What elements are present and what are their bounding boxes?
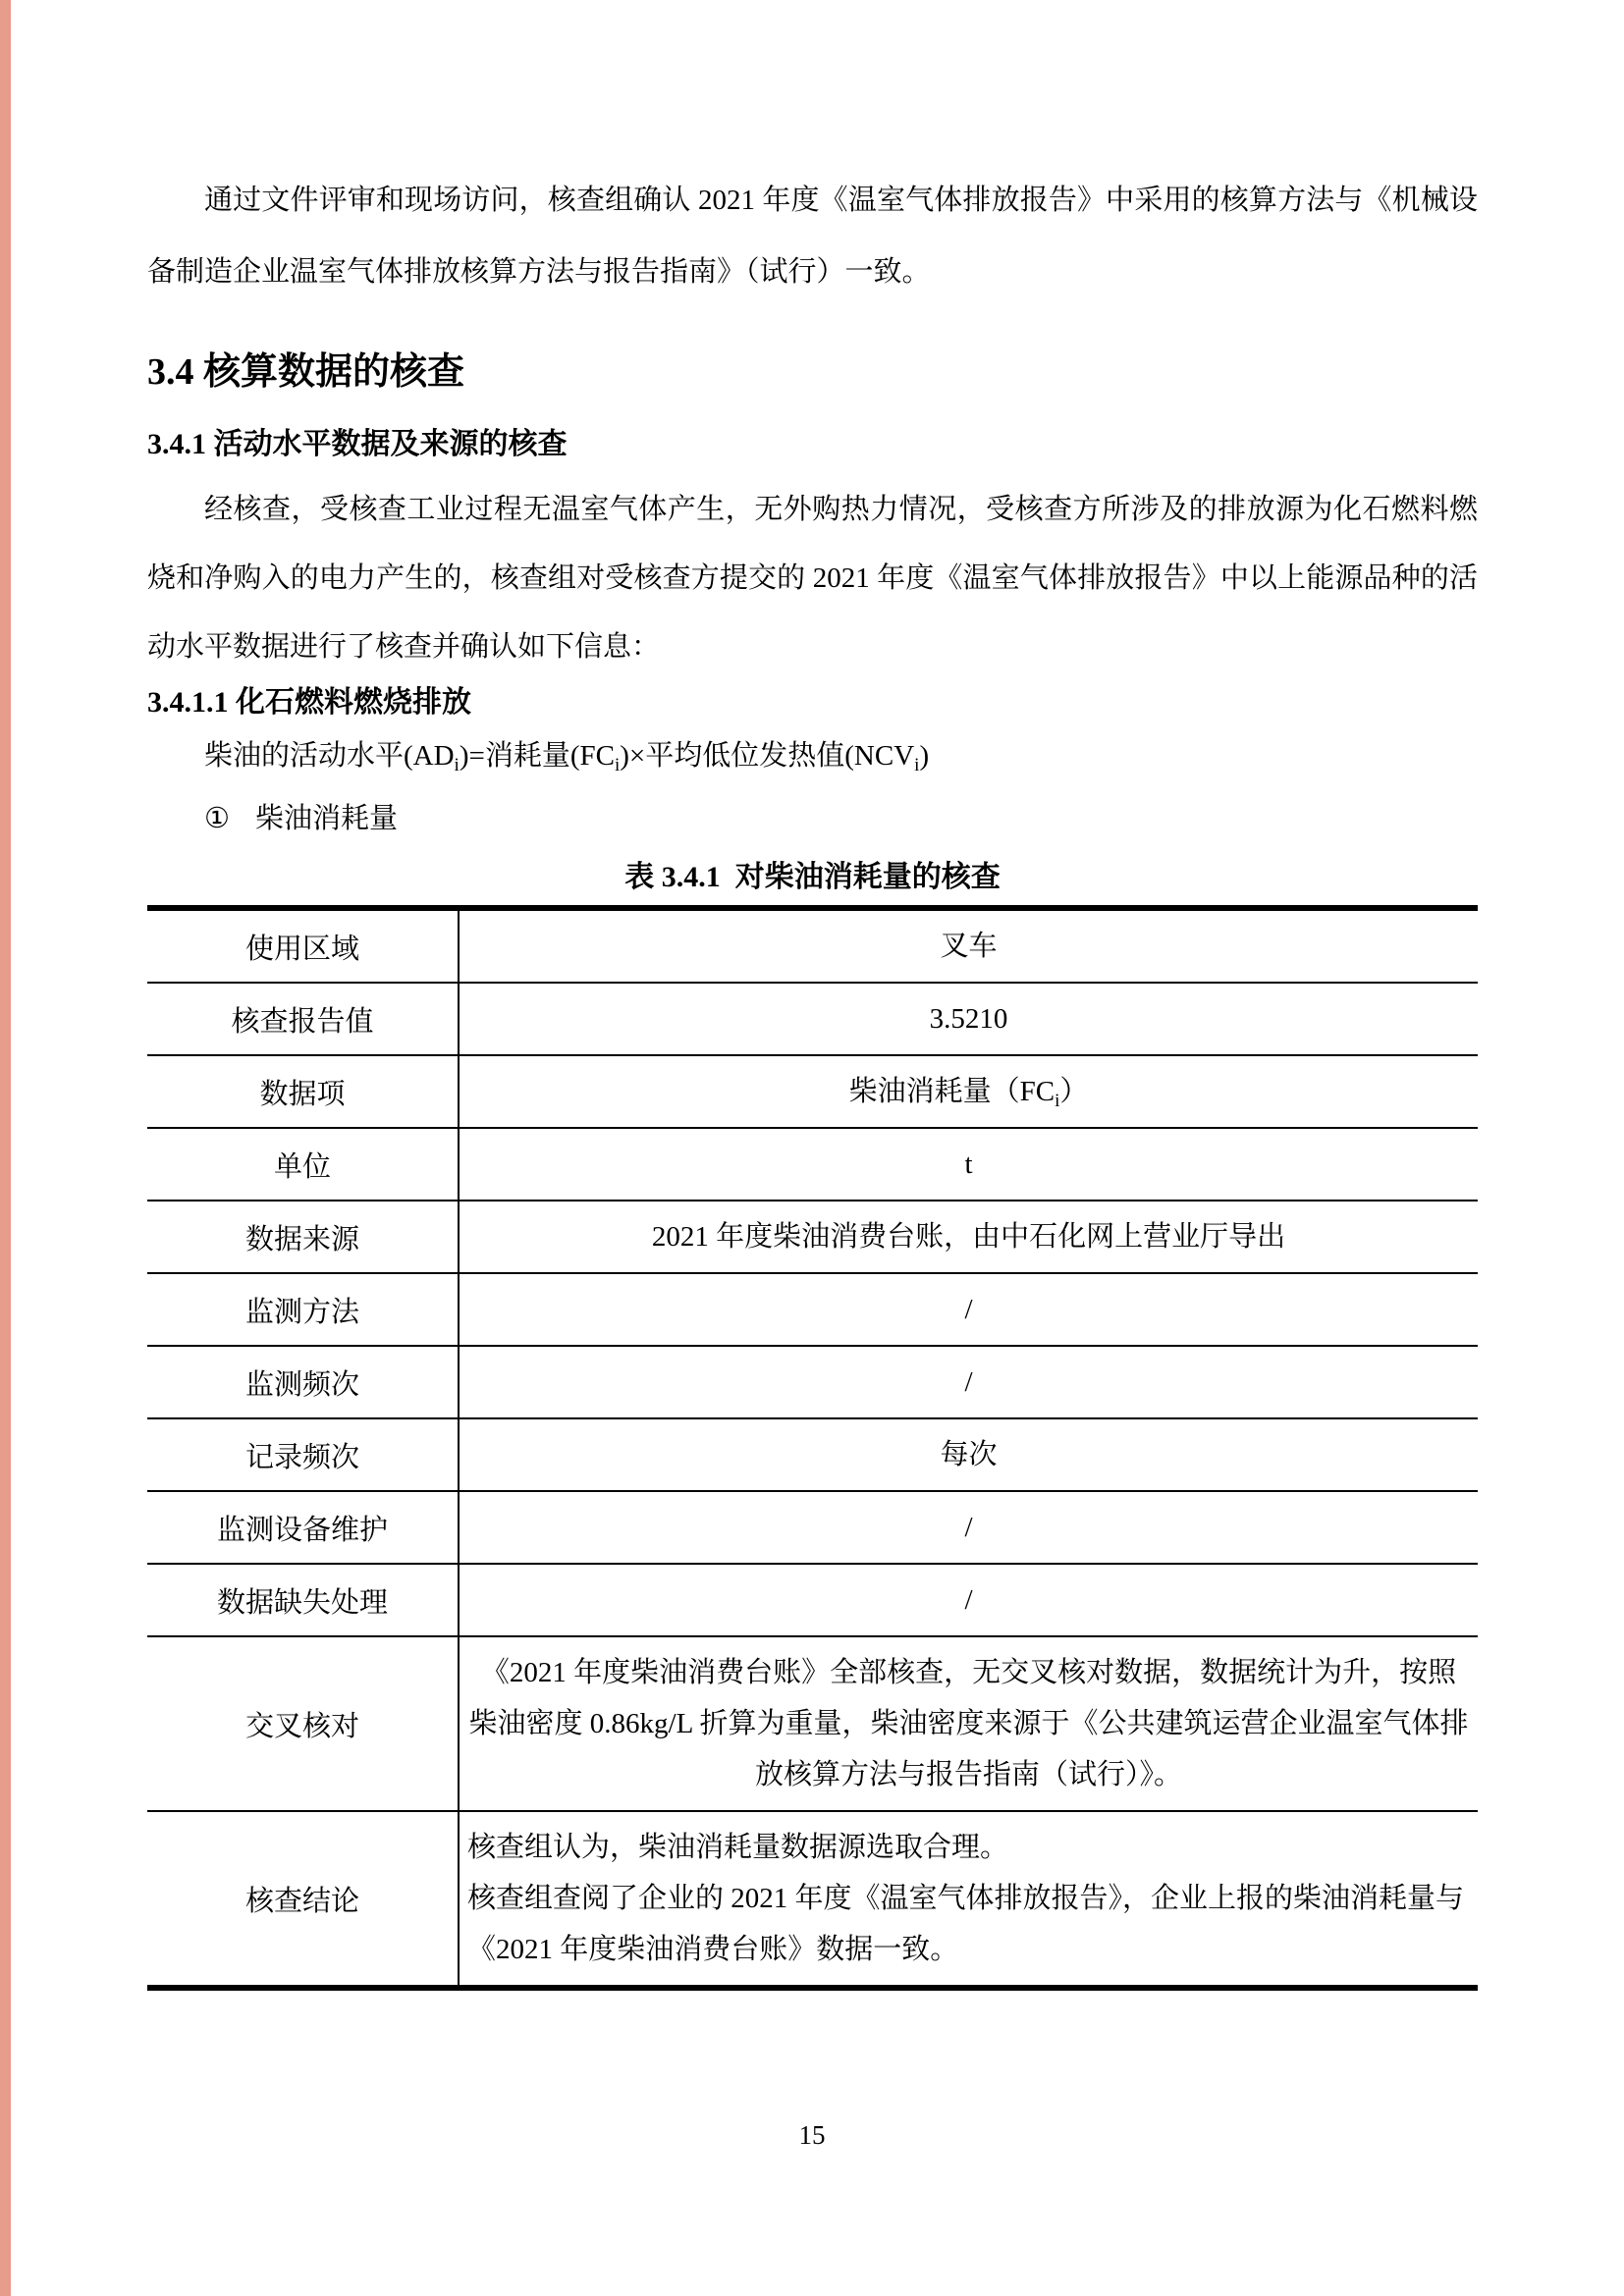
- table-row: [147, 1564, 1478, 1636]
- heading-3-4-1-1: 3.4.1.1 化石燃料燃烧排放: [147, 686, 471, 719]
- table-row: [147, 908, 1478, 983]
- table-row: [147, 983, 1478, 1055]
- row-value-cell: /: [459, 1491, 1478, 1564]
- row-label-cell: 数据缺失处理: [147, 1564, 459, 1636]
- row-label-cell: 单位: [147, 1128, 459, 1201]
- subscript-i: i: [454, 755, 460, 775]
- diesel-consumption-verification-table: [147, 905, 1478, 1991]
- row-label-cell: 数据项: [147, 1055, 459, 1128]
- row-value-cell: 2021 年度柴油消费台账，由中石化网上营业厅导出: [459, 1201, 1478, 1273]
- conclusion-line-1: 核查组认为，柴油消耗量数据源选取合理。: [467, 1832, 1009, 1863]
- subscript-i: i: [614, 755, 621, 775]
- subscript-i: i: [1055, 1091, 1060, 1111]
- row-label-cell: 监测方法: [147, 1273, 459, 1346]
- table-title: 表 3.4.1 对柴油消耗量的核查: [624, 861, 1001, 893]
- row-label-cell: 交叉核对: [147, 1636, 459, 1811]
- activity-level-formula: 柴油的活动水平$(AD_i)=$消耗量$(FC_i)\times$平均低位发热值$(NCV_i)$: [204, 740, 930, 775]
- heading-3-4-1: 3.4.1 活动水平数据及来源的核查: [147, 428, 568, 460]
- row-label-cell: 核查报告值: [147, 983, 459, 1055]
- row-value-cell: /: [459, 1564, 1478, 1636]
- table-row: [147, 1636, 1478, 1811]
- paragraph-activity-data-verification: 经核查，受核查工业过程无温室气体产生，无外购热力情况，受核查方所涉及的排放源为化石燃料燃烧和净购入的电力产生的，核查组对受核查方提交的 2021 年度《温室气体排放报告》中以上能源品种的活动水平数据进行了核查并确认如下信息：: [147, 494, 1478, 663]
- table-row: [147, 1491, 1478, 1564]
- table-row: [147, 1346, 1478, 1418]
- table-row: [147, 1201, 1478, 1273]
- table-row: [147, 1055, 1478, 1128]
- list-item-diesel-consumption: [147, 787, 1478, 850]
- paragraph-methodology-confirmation: 通过文件评审和现场访问，核查组确认 2021 年度《温室气体排放报告》中采用的核算方法与《机械设备制造企业温室气体排放核算方法与报告指南》（试行）一致。: [147, 185, 1478, 288]
- table-row: [147, 1418, 1478, 1491]
- row-value-cell: 叉车: [940, 931, 998, 962]
- scan-edge-artifact: [0, 0, 11, 2296]
- row-value-cell: 每次: [459, 1418, 1478, 1491]
- row-value-cell: t: [459, 1128, 1478, 1201]
- row-value-cell: [459, 1811, 1478, 1988]
- row-value-cell: 3.5210: [459, 983, 1478, 1055]
- row-label-cell: 使用区域: [147, 908, 459, 983]
- row-value-cell: 柴油消耗量$(FC_i)$: [459, 1055, 1478, 1128]
- row-value-cell: 《2021 年度柴油消费台账》全部核查，无交叉核对数据，数据统计为升，按照柴油密度 0.86kg/L 折算为重量，柴油密度来源于《公共建筑运营企业温室气体排放核算方法与报告指南（试行）》。: [459, 1636, 1478, 1811]
- row-label-cell: 记录频次: [147, 1418, 459, 1491]
- heading-3-4: 3.4 核算数据的核查: [147, 351, 465, 393]
- table-row: [147, 1128, 1478, 1201]
- list-item-label: 柴油消耗量: [255, 803, 399, 834]
- table-row: [147, 1811, 1478, 1988]
- row-label-cell: 监测设备维护: [147, 1491, 459, 1564]
- row-value-cell: /: [459, 1346, 1478, 1418]
- subscript-i: i: [914, 755, 920, 775]
- page-number: 15: [798, 2120, 826, 2150]
- row-label-cell: 核查结论: [147, 1811, 459, 1988]
- row-value-cell: /: [459, 1273, 1478, 1346]
- conclusion-line-2: 核查组查阅了企业的 2021 年度《温室气体排放报告》，企业上报的柴油消耗量与《2021 年度柴油消费台账》数据一致。: [467, 1883, 1465, 1965]
- row-label-cell: 监测频次: [147, 1346, 459, 1418]
- table-row: [147, 1273, 1478, 1346]
- circled-one-marker: ①: [204, 803, 230, 834]
- row-label-cell: 数据来源: [147, 1201, 459, 1273]
